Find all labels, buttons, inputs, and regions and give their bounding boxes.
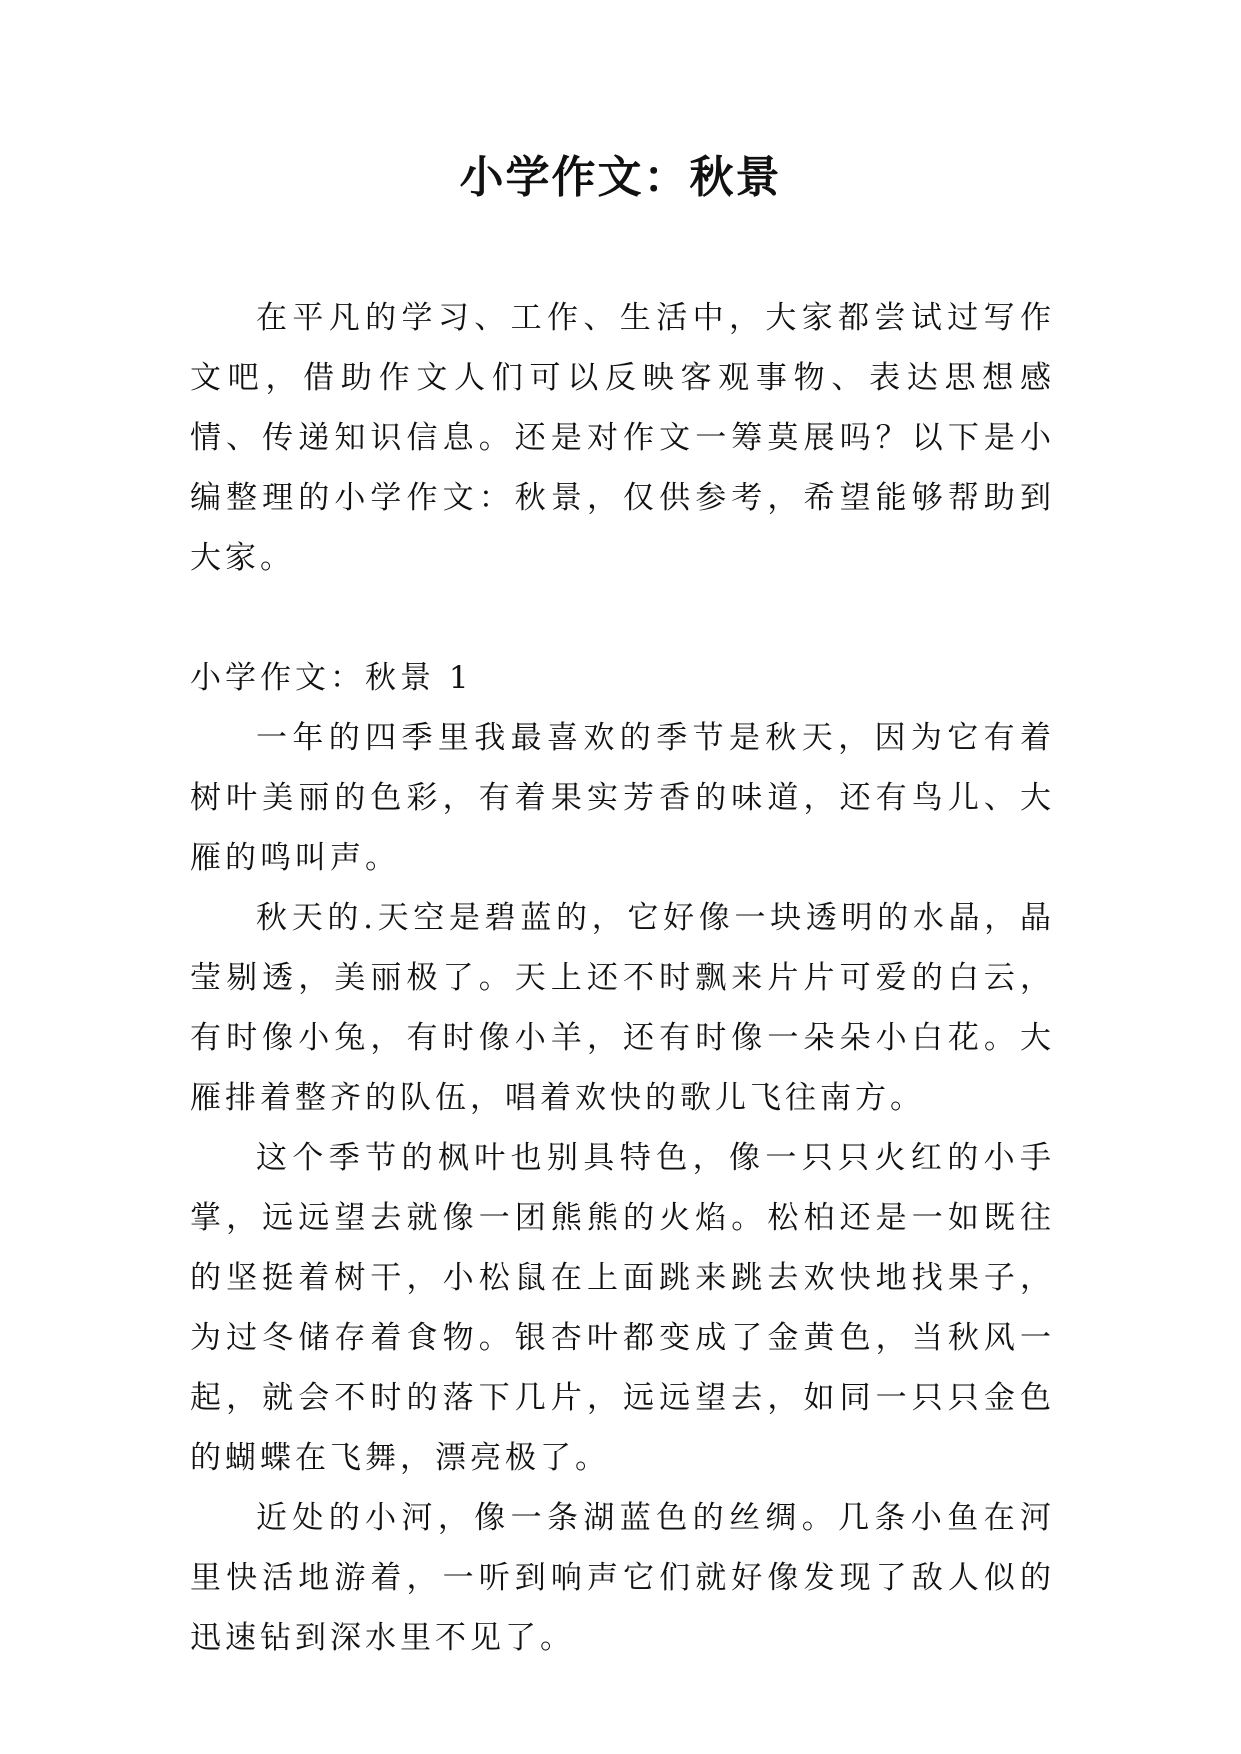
- essay-paragraph-1: 一年的四季里我最喜欢的季节是秋天，因为它有着树叶美丽的色彩，有着果实芳香的味道，还有鸟儿、大雁的鸣叫声。: [190, 720, 1055, 876]
- document-title: 小学作文：秋景: [459, 152, 782, 203]
- essay-paragraph-2: 秋天的.天空是碧蓝的，它好像一块透明的水晶，晶莹剔透，美丽极了。天上还不时飘来片片可爱的白云，有时像小兔，有时像小羊，还有时像一朵朵小白花。大雁排着整齐的队伍，唱着欢快的歌儿飞往南方。: [190, 900, 1055, 1116]
- section-heading: 小学作文：秋景 1: [190, 660, 473, 696]
- essay-paragraph-4: 近处的小河，像一条湖蓝色的丝绸。几条小鱼在河里快活地游着，一听到响声它们就好像发现了敌人似的迅速钻到深水里不见了。: [190, 1500, 1055, 1656]
- intro-paragraph: 在平凡的学习、工作、生活中，大家都尝试过写作文吧，借助作文人们可以反映客观事物、表达思想感情、传递知识信息。还是对作文一筹莫展吗？以下是小编整理的小学作文：秋景，仅供参考，希望能够帮助到大家。: [190, 300, 1055, 576]
- essay-paragraph-3: 这个季节的枫叶也别具特色，像一只只火红的小手掌，远远望去就像一团熊熊的火焰。松柏还是一如既往的坚挺着树干，小松鼠在上面跳来跳去欢快地找果子，为过冬储存着食物。银杏叶都变成了金黄色，当秋风一起，就会不时的落下几片，远远望去，如同一只只金色的蝴蝶在飞舞，漂亮极了。: [190, 1140, 1055, 1476]
- document-body: [190, 288, 1055, 1668]
